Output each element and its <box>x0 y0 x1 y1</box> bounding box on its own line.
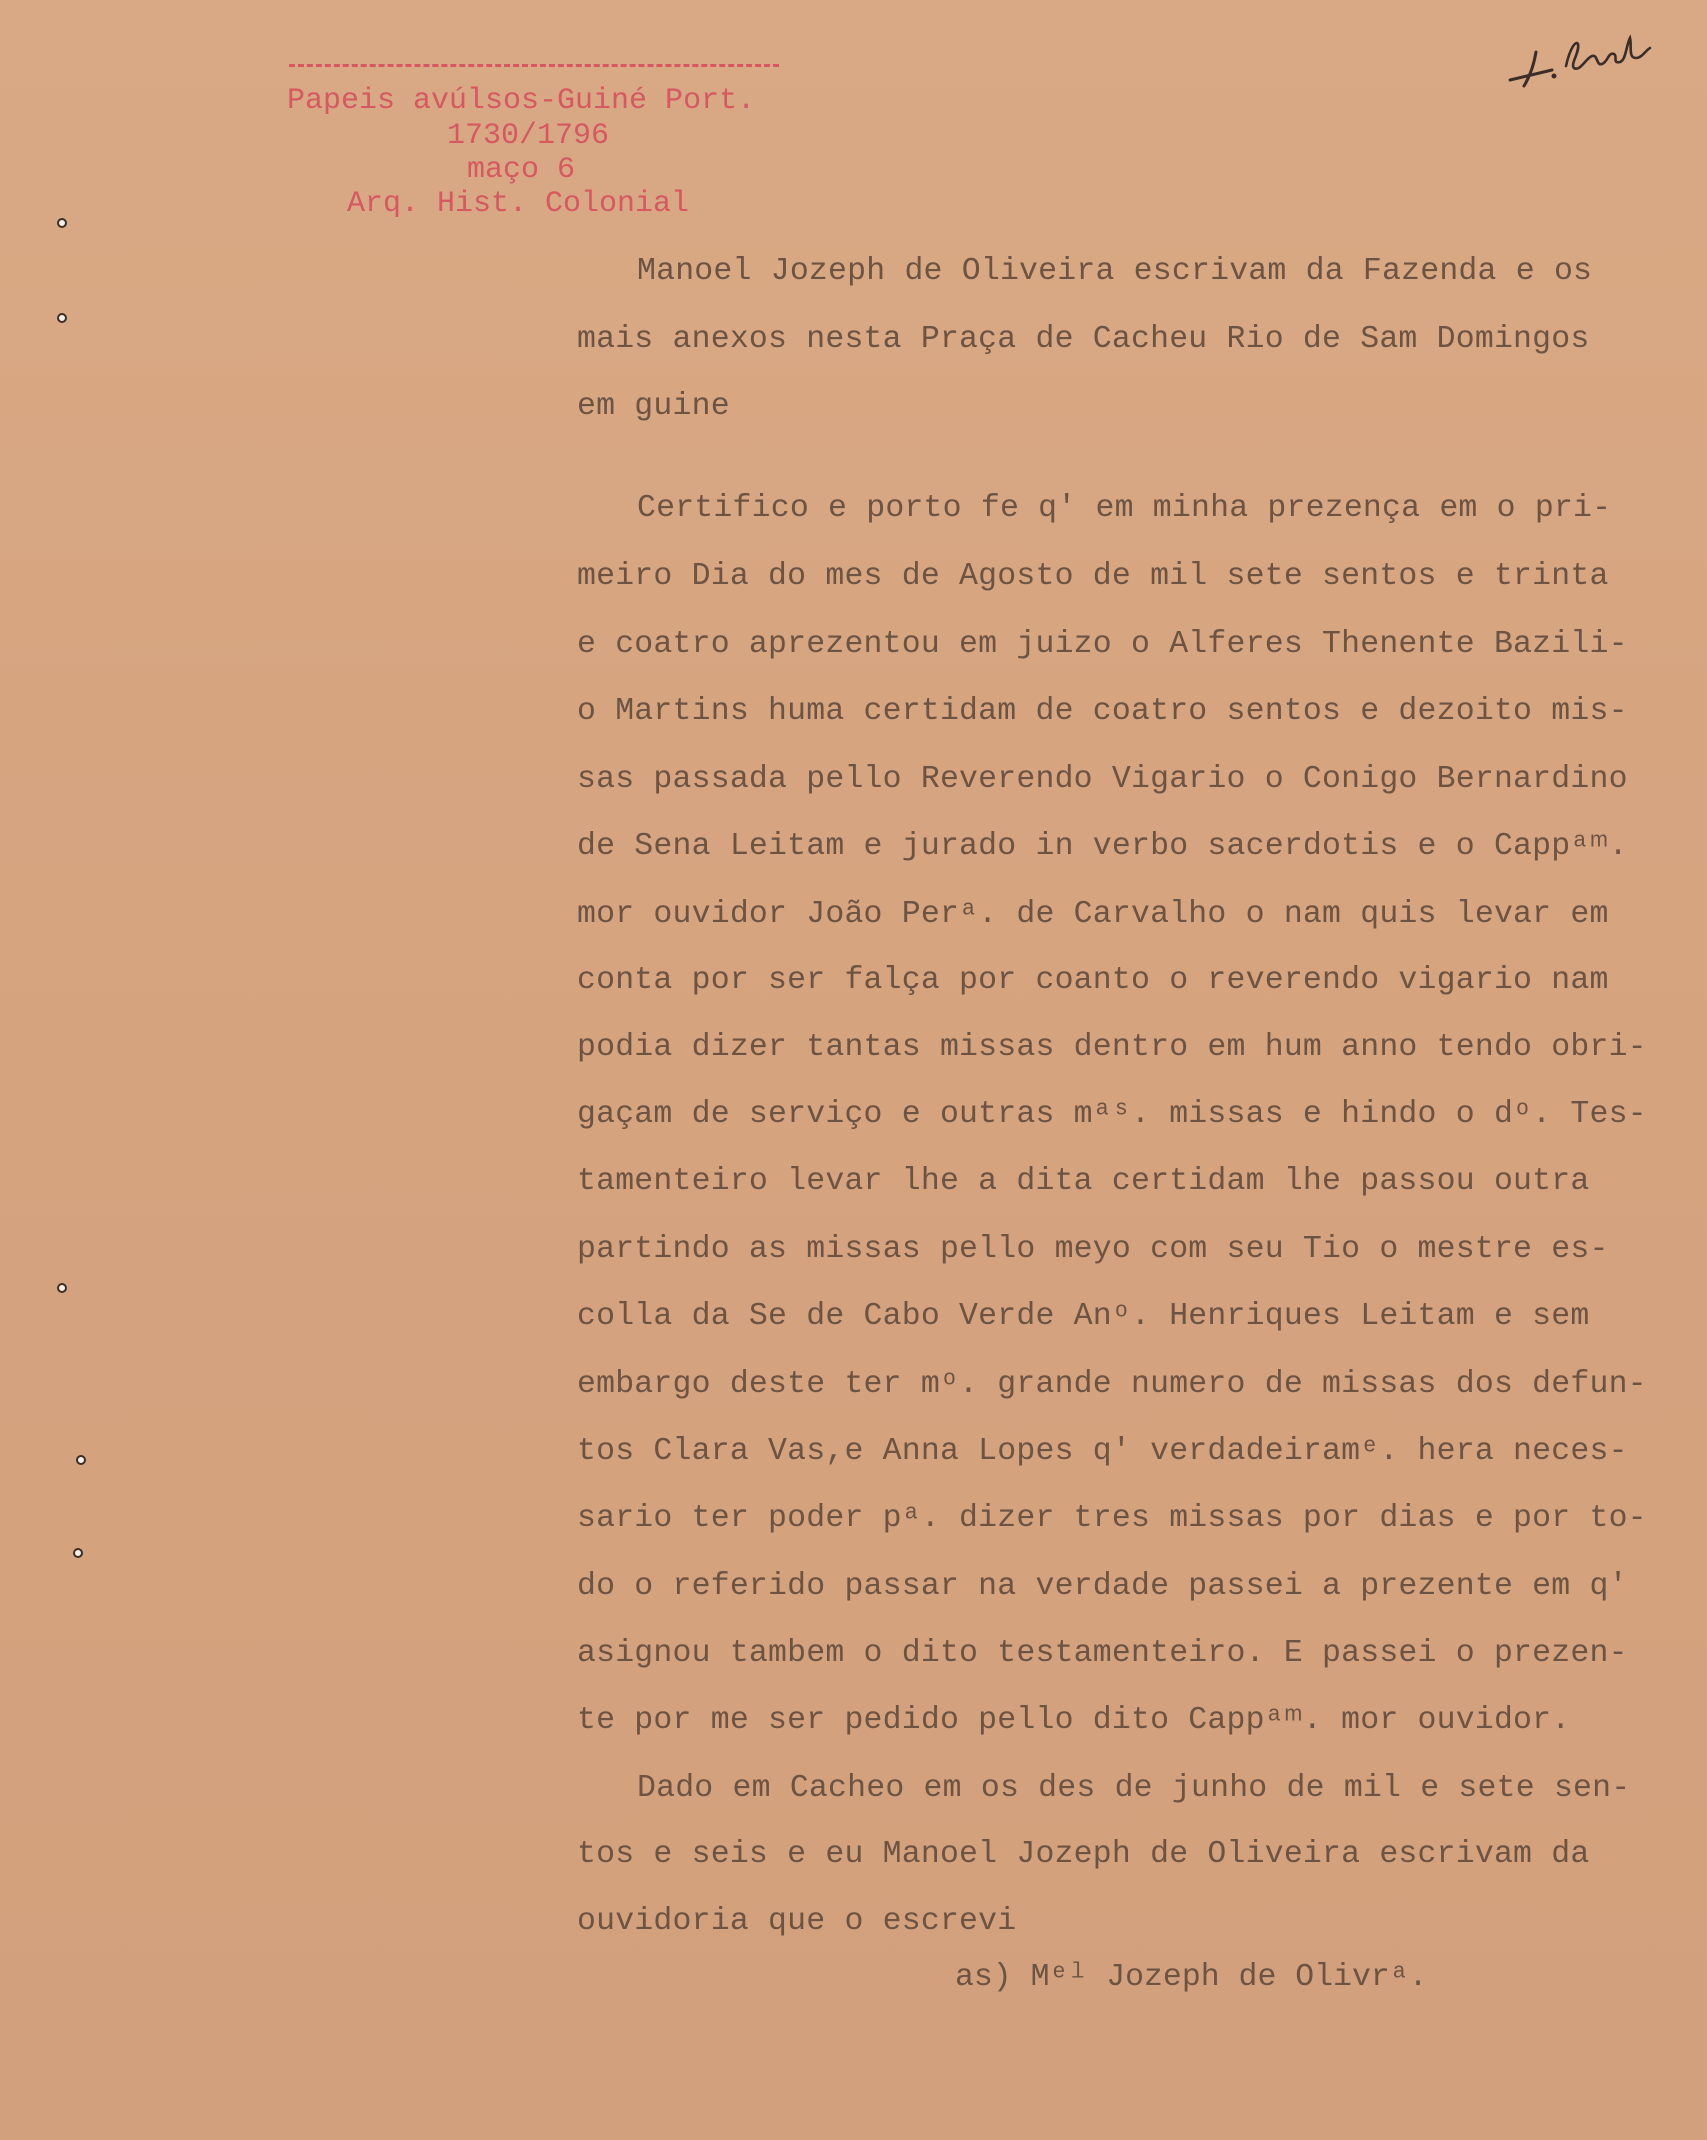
body-text-line: partindo as missas pello meyo com seu Tio o mestre es- <box>577 1232 1609 1267</box>
body-text-line: tamenteiro levar lhe a dita certidam lhe passou outra <box>577 1164 1590 1199</box>
body-text-line: sas passada pello Reverendo Vigario o Conigo Bernardino <box>577 762 1628 797</box>
body-text-line: de Sena Leitam e jurado in verbo sacerdotis e o Cappᵃᵐ. <box>577 829 1628 864</box>
closing-text-line: tos e seis e eu Manoel Jozeph de Oliveira escrivam da <box>577 1837 1590 1872</box>
body-text-line: sario ter poder pᵃ. dizer tres missas por dias e por to- <box>577 1501 1647 1536</box>
archive-institution: Arq. Hist. Colonial <box>347 187 690 221</box>
body-text-line: colla da Se de Cabo Verde Anᵒ. Henriques Leitam e sem <box>577 1299 1590 1334</box>
body-text-line: tos Clara Vas,e Anna Lopes q' verdadeiramᵉ. hera neces- <box>577 1434 1628 1469</box>
body-text-line: o Martins huma certidam de coatro sentos e dezoito mis- <box>577 694 1628 729</box>
body-text-line: meiro Dia do mes de Agosto de mil sete sentos e trinta <box>577 559 1609 594</box>
archive-bundle-number: maço 6 <box>467 153 576 187</box>
binding-hole-dot <box>73 1548 83 1558</box>
handwritten-annotation <box>1500 18 1670 98</box>
body-text-line: podia dizer tantas missas dentro em hum anno tendo obri- <box>577 1030 1647 1065</box>
binding-hole-dot <box>57 218 67 228</box>
binding-hole-dot <box>57 313 67 323</box>
document-heading-line: Manoel Jozeph de Oliveira escrivam da Fazenda e os <box>637 254 1593 289</box>
document-heading-line: mais anexos nesta Praça de Cacheu Rio de Sam Domingos <box>577 322 1590 357</box>
archive-series-label: Papeis avúlsos-Guiné Port. <box>287 84 756 118</box>
closing-text-line: ouvidoria que o escrevi <box>577 1904 1017 1939</box>
body-text-line: embargo deste ter mᵒ. grande numero de missas dos defun- <box>577 1367 1647 1402</box>
body-text-line: gaçam de serviço e outras mᵃˢ. missas e hindo o dᵒ. Tes- <box>577 1097 1647 1132</box>
document-heading-line: em guine <box>577 389 730 424</box>
body-text-line: Certifico e porto fe q' em minha prezença em o pri- <box>637 491 1612 526</box>
header-dashed-rule <box>289 64 779 67</box>
body-text-line: conta por ser falça por coanto o reverendo vigario nam <box>577 963 1609 998</box>
body-text-line: asignou tambem o dito testamenteiro. E passei o prezen- <box>577 1636 1628 1671</box>
signature-line: as) Mᵉˡ Jozeph de Olivrᵃ. <box>955 1960 1428 1995</box>
body-text-line: mor ouvidor João Perᵃ. de Carvalho o nam quis levar em <box>577 897 1609 932</box>
binding-hole-dot <box>57 1283 67 1293</box>
archive-date-range: 1730/1796 <box>447 119 610 153</box>
binding-hole-dot <box>76 1455 86 1465</box>
body-text-line: do o referido passar na verdade passei a prezente em q' <box>577 1569 1628 1604</box>
body-text-line: te por me ser pedido pello dito Cappᵃᵐ. mor ouvidor. <box>577 1703 1571 1738</box>
body-text-line: e coatro aprezentou em juizo o Alferes Thenente Bazili- <box>577 627 1628 662</box>
closing-text-line: Dado em Cacheo em os des de junho de mil e sete sen- <box>637 1771 1631 1806</box>
